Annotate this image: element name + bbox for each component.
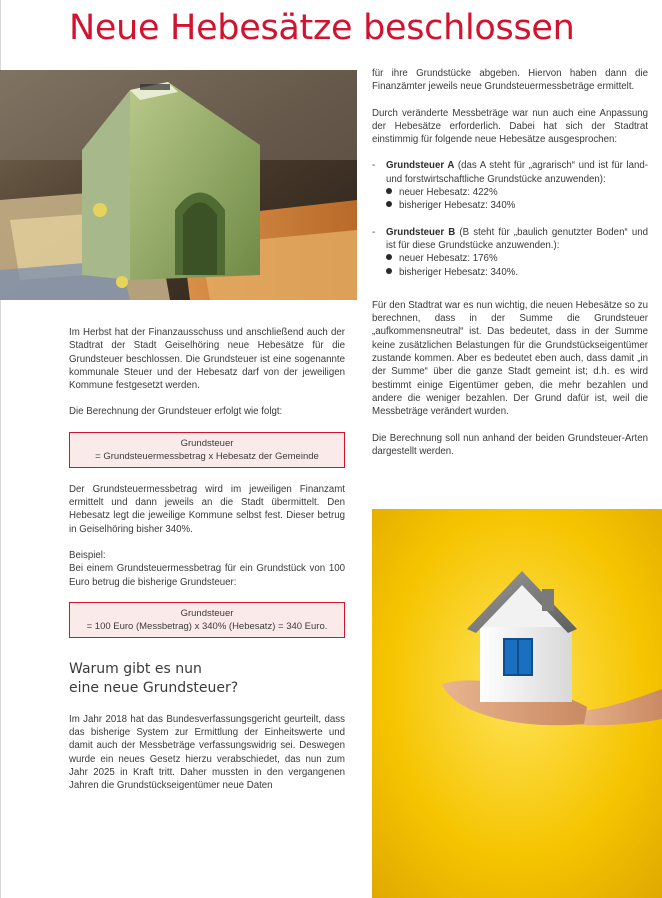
section-heading-line1: Warum gibt es nun: [69, 660, 202, 677]
formula-title: Grundsteuer: [180, 437, 234, 449]
formula-box-general: [69, 432, 345, 468]
grundsteuer-a-name: Grundsteuer A: [386, 160, 455, 172]
continuation-paragraph: für ihre Grundstücke abgeben. Hiervon haben dann die Finanzämter jeweils neue Grundsteuermessbeträge ermittelt.: [372, 68, 648, 93]
example-label: Beispiel:: [69, 549, 106, 561]
court-ruling-paragraph: Im Jahr 2018 hat das Bundesverfassungsgericht geurteilt, dass das bisherige System zur Ermittlung der Einheitswerte und damit auch der Messbeträge verfassungswidrig sei. Deswegen wurde ein neues Gesetz hierzu verabschiedet, das nun zum Jahr 2025 in Kraft tritt. Daher mussten in den vergangenen Jahren die Grundstückseigentümer neue Daten: [69, 713, 345, 792]
example-paragraph: Bei einem Grundsteuermessbetrag für ein Grundstück von 100 Euro betrug die bisherige Grundsteuer:: [69, 563, 345, 588]
bullet-old-rate: [386, 266, 648, 279]
left-column: [69, 326, 345, 806]
new-rate-text: neuer Hebesatz: 422%: [399, 187, 498, 199]
list-dash: -: [372, 226, 376, 238]
old-rate-text: bisheriger Hebesatz: 340%: [399, 200, 516, 212]
hand-house-photo: [372, 509, 662, 898]
section-heading-line2: eine neue Grundsteuer?: [69, 679, 239, 696]
intro-paragraph: Im Herbst hat der Finanzausschuss und anschließend auch der Stadtrat der Stadt Geiselhöring neue Hebesätze für die Grundsteuer beschlossen. Die Grundsteuer ist eine sogenannte kommunale Steuer und der Hebesatz darf von der jeweiligen Kommune festgesetzt werden.: [69, 327, 345, 392]
list-dash: -: [372, 160, 376, 172]
grundsteuer-b-name: Grundsteuer B: [386, 226, 456, 238]
calculation-intro: Die Berechnung der Grundsteuer erfolgt wie folgt:: [69, 406, 283, 418]
section-heading: [69, 660, 345, 698]
formula-title: Grundsteuer: [180, 607, 234, 619]
adjustment-paragraph: Durch veränderte Messbeträge war nun auch eine Anpassung der Hebesätze erforderlich. Dabei hat sich der Stadtrat einstimmig für folgende neue Hebesätze ausgesprochen:: [372, 107, 648, 146]
bullet-new-rate: [386, 252, 648, 265]
formula-expression: = Grundsteuermessbetrag x Hebesatz der Gemeinde: [95, 450, 319, 462]
grundsteuer-a-description: (das A steht für „agrarisch“ und ist für land- und forstwirtschaftliche Grundstücke anzuwenden):: [386, 160, 648, 185]
page-title: Neue Hebesätze beschlossen: [69, 8, 575, 48]
bullet-icon: [386, 201, 392, 207]
formula-expression: = 100 Euro (Messbetrag) x 340% (Hebesatz) = 340 Euro.: [86, 620, 328, 632]
outlook-paragraph: Die Berechnung soll nun anhand der beiden Grundsteuer-Arten dargestellt werden.: [372, 432, 648, 457]
messbetrag-paragraph: Der Grundsteuermessbetrag wird im jeweiligen Finanzamt ermittelt und dann jeweils an die Stadt übermittelt. Den Hebesatz legt die jeweilige Kommune selbst fest. Dieser betrug in Geiselhöring bisher 340%.: [69, 483, 345, 535]
money-house-photo: [0, 70, 357, 300]
bullet-icon: [386, 254, 392, 260]
neutrality-paragraph: Für den Stadtrat war es nun wichtig, die neuen Hebesätze so zu berechnen, dass in der Summe die Grundsteuer „aufkommensneutral“ ist. Das bedeutet, dass in der Summe keine zusätzlichen Belastungen für die Grundstückseigentümer zustande kommen. Aber es bedeutet eben auch, dass damit „in der Summe“ über die ganze Stadt gemeint ist; d.h. es wird bestimmt einige Eigentümer geben, die mehr bezahlen und andere die weniger bezahlen. Der Grund dafür ist, weil die Messbeträge verändert wurden.: [372, 299, 648, 418]
bullet-old-rate: [386, 199, 648, 212]
grundsteuer-b-item: [372, 226, 648, 279]
new-rate-text: neuer Hebesatz: 176%: [399, 253, 498, 265]
right-column: [372, 67, 648, 471]
old-rate-text: bisheriger Hebesatz: 340%.: [399, 266, 519, 278]
formula-box-example: [69, 602, 345, 638]
grundsteuer-a-item: [372, 159, 648, 212]
grundsteuer-b-description: (B steht für „baulich genutzter Boden“ und ist für diese Grundstücke anzuwenden.):: [386, 226, 648, 251]
bullet-new-rate: [386, 186, 648, 199]
bullet-icon: [386, 188, 392, 194]
bullet-icon: [386, 268, 392, 274]
